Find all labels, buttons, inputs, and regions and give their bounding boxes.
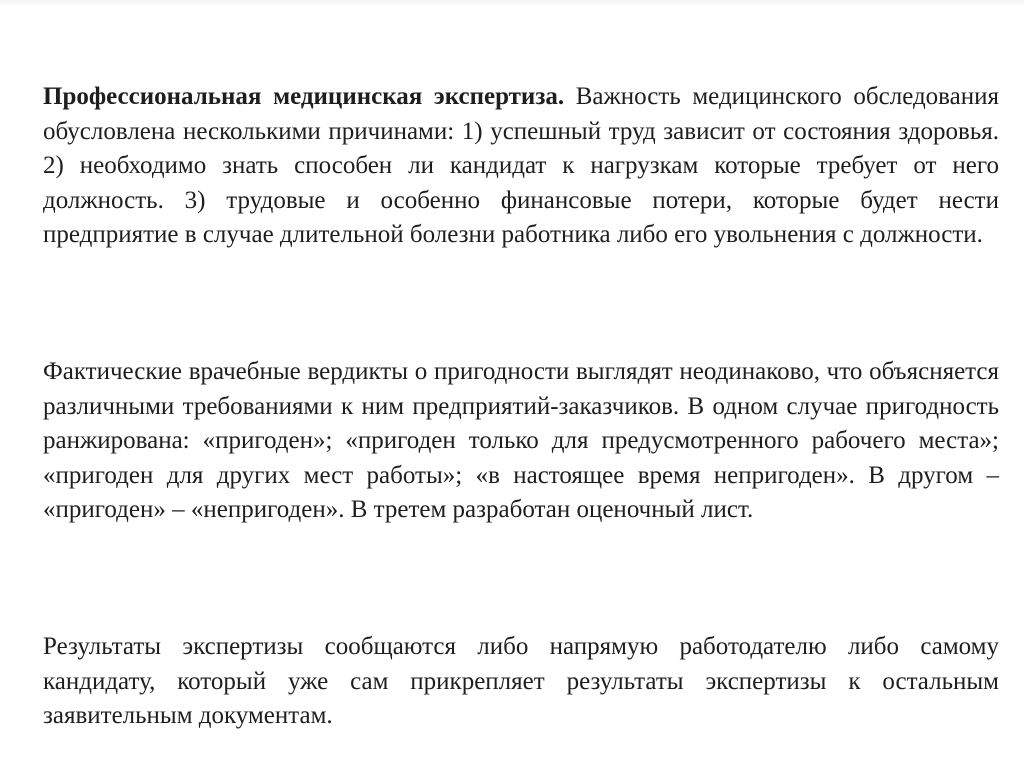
paragraph-expertise-importance: [43, 80, 999, 253]
paragraph-body-text: Результаты экспертизы сообщаются либо напрямую работодателю либо самому кандидату, который уже сам прикрепляет результаты экспертизы к остальным заявительным документам.: [43, 633, 999, 729]
paragraph-verdicts: [43, 355, 999, 528]
paragraph-results: [43, 630, 999, 734]
top-band: [0, 0, 1024, 6]
paragraph-body-text: Фактические врачебные вердикты о пригодности выглядят неодинаково, что объясняется различными требованиями к ним предприятий-заказчиков. В одном случае пригодность ранжирована: «пригоден»; «пригоден только для предусмотренного рабочего места»; «пригоден для других мест работы»; «в настоящее время непригоден». В другом – «пригоден» – «непригоден». В третем разработан оценочный лист.: [43, 358, 999, 523]
paragraph-lead-title: Профессиональная медицинская экспертиза.: [43, 83, 565, 110]
paragraph-body-text: Важность медицинского обследования обусловлена несколькими причинами: 1) успешный труд зависит от состояния здоровья. 2) необходимо знать способен ли кандидат к нагрузкам которые требует от него должность. 3) трудовые и особенно финансовые потери, которые будет нести предприятие в случае длительной болезни работника либо его увольнения с должности.: [43, 83, 1000, 248]
